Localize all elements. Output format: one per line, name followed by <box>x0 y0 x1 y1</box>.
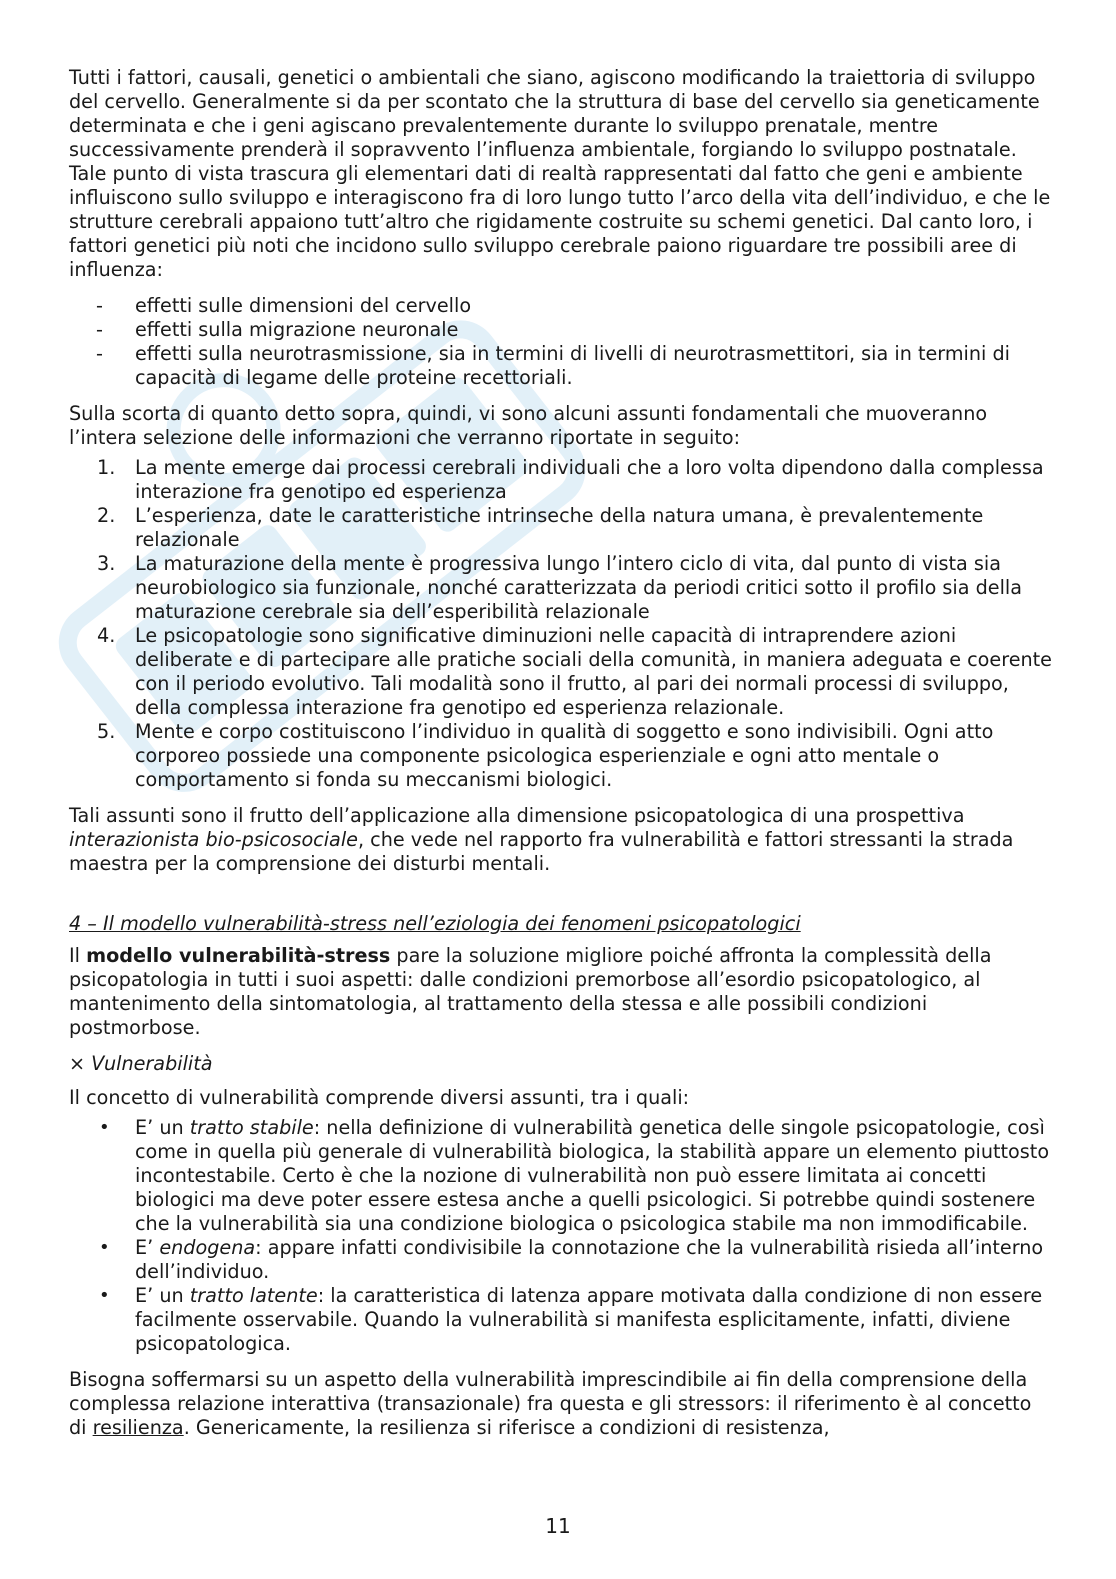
vulnerability-list <box>69 1116 1054 1356</box>
list-item: • E’ un tratto stabile: nella definizione di vulnerabilità genetica delle singole psicopatologie, così come in quella più generale di vulnerabilità biologica, la stabilità appare un elemento piuttosto incontestabile. Certo è che la nozione di vulnerabilità non può essere limitata ai concetti biologici ma deve poter essere estesa anche a quelli psicologici. Si potrebbe quindi sostenere che la vulnerabilità sia una condizione biologica o psicologica stabile ma non immodificabile. <box>99 1116 1050 1235</box>
list-number: 3. <box>97 552 116 575</box>
list-item: - effetti sulla migrazione neuronale <box>96 318 459 341</box>
paragraph-4: Il modello vulnerabilità-stress pare la soluzione migliore poiché affronta la complessità della psicopatologia in tutti i suoi aspetti: dalle condizioni premorbose all’esordio psicopatologico, al mantenimento della sintomatologia, al trattamento della stessa e alle possibili condizioni postmorbose. <box>69 944 992 1039</box>
paragraph-2: Sulla scorta di quanto detto sopra, quindi, vi sono alcuni assunti fondamentali che muoveranno l’intera selezione delle informazioni che verranno riportate in seguito: <box>69 402 988 449</box>
document-page <box>69 66 1054 1440</box>
section-heading: 4 – Il modello vulnerabilità-stress nell’eziologia dei fenomeni psicopatologici <box>69 912 801 935</box>
dash-marker: - <box>96 318 103 341</box>
paragraph-5: Il concetto di vulnerabilità comprende diversi assunti, tra i quali: <box>69 1086 690 1109</box>
influence-list <box>69 294 1054 390</box>
list-item: • E’ un tratto latente: la caratteristica di latenza appare motivata dalla condizione di non essere facilmente osservabile. Quando la vulnerabilità si manifesta esplicitamente, infatti, diviene psicopatologica. <box>99 1284 1043 1355</box>
list-number: 1. <box>97 456 116 479</box>
paragraph-1: Tutti i fattori, causali, genetici o ambientali che siano, agiscono modificando la traiettoria di sviluppo del cervello. Generalmente si da per scontato che la struttura di base del cervello sia geneticamente determinata e che i geni agiscano prevalentemente durante lo sviluppo prenatale, mentre successivamente prenderà il sopravvento l’influenza ambientale, forgiando lo sviluppo postnatale. Tale punto di vista trascura gli elementari dati di realtà rappresentati dal fatto che geni e ambiente influiscono sullo sviluppo e interagiscono fra di loro lungo tutto l’arco della vita dell’individuo, e che le strutture cerebrali appaiono tutt’altro che rigidamente costruite su schemi genetici. Dal canto loro, i fattori genetici più noti che incidono sullo sviluppo cerebrale paiono riguardare tre possibili aree di influenza: <box>69 66 1051 281</box>
list-number: 2. <box>97 504 116 527</box>
bold-term: modello vulnerabilità-stress <box>86 944 391 967</box>
page-number: 11 <box>545 1514 571 1538</box>
sub-heading: ⨯ Vulnerabilità <box>69 1052 213 1075</box>
list-item: - effetti sulla neurotrasmissione, sia in termini di livelli di neurotrasmettitori, sia in termini di capacità di legame delle proteine recettoriali. <box>96 342 1010 389</box>
bullet-marker: • <box>99 1285 110 1306</box>
paragraph-6: Bisogna soffermarsi su un aspetto della vulnerabilità imprescindibile ai fin della comprensione della complessa relazione interattiva (transazionale) fra questa e gli stressors: il riferimento è al concetto di resilienza. Genericamente, la resilienza si riferisce a condizioni di resistenza, <box>69 1368 1032 1439</box>
list-number: 5. <box>97 720 116 743</box>
list-item: 3. La maturazione della mente è progressiva lungo l’intero ciclo di vita, dal punto di vista sia neurobiologico sia funzionale, nonché caratterizzata da periodi critici sotto il profilo sia della maturazione cerebrale sia dell’esperibilità relazionale <box>97 552 1022 623</box>
emphasis: interazionista bio-psicosociale <box>69 828 358 851</box>
paragraph-3: Tali assunti sono il frutto dell’applicazione alla dimensione psicopatologica di una prospettiva interazionista bio-psicosociale, che vede nel rapporto fra vulnerabilità e fattori stressanti la strada maestra per la comprensione dei disturbi mentali. <box>69 804 1014 875</box>
list-item: 1. La mente emerge dai processi cerebrali individuali che a loro volta dipendono dalla complessa interazione fra genotipo ed esperienza <box>97 456 1044 503</box>
list-item: - effetti sulle dimensioni del cervello <box>96 294 472 317</box>
list-item: • E’ endogena: appare infatti condivisibile la connotazione che la vulnerabilità risieda all’interno dell’individuo. <box>99 1236 1044 1283</box>
list-item: 2. L’esperienza, date le caratteristiche intrinseche della natura umana, è prevalentemente relazionale <box>97 504 984 551</box>
list-item: 5. Mente e corpo costituiscono l’individuo in qualità di soggetto e sono indivisibili. Ogni atto corporeo possiede una componente psicologica esperienziale e ogni atto mentale o comportamento si fonda su meccanismi biologici. <box>97 720 994 791</box>
bullet-marker: • <box>99 1117 110 1138</box>
assumptions-list <box>69 456 1054 792</box>
dash-marker: - <box>96 342 103 365</box>
underlined-term: resilienza <box>92 1416 184 1439</box>
dash-marker: - <box>96 294 103 317</box>
bullet-marker: • <box>99 1237 110 1258</box>
list-number: 4. <box>97 624 116 647</box>
list-item: 4. Le psicopatologie sono significative diminuzioni nelle capacità di intraprendere azioni deliberate e di partecipare alle pratiche sociali della comunità, in maniera adeguata e coerente con il periodo evolutivo. Tali modalità sono il frutto, al pari dei normali processi di sviluppo, della complessa interazione fra genotipo ed esperienza relazionale. <box>97 624 1052 719</box>
